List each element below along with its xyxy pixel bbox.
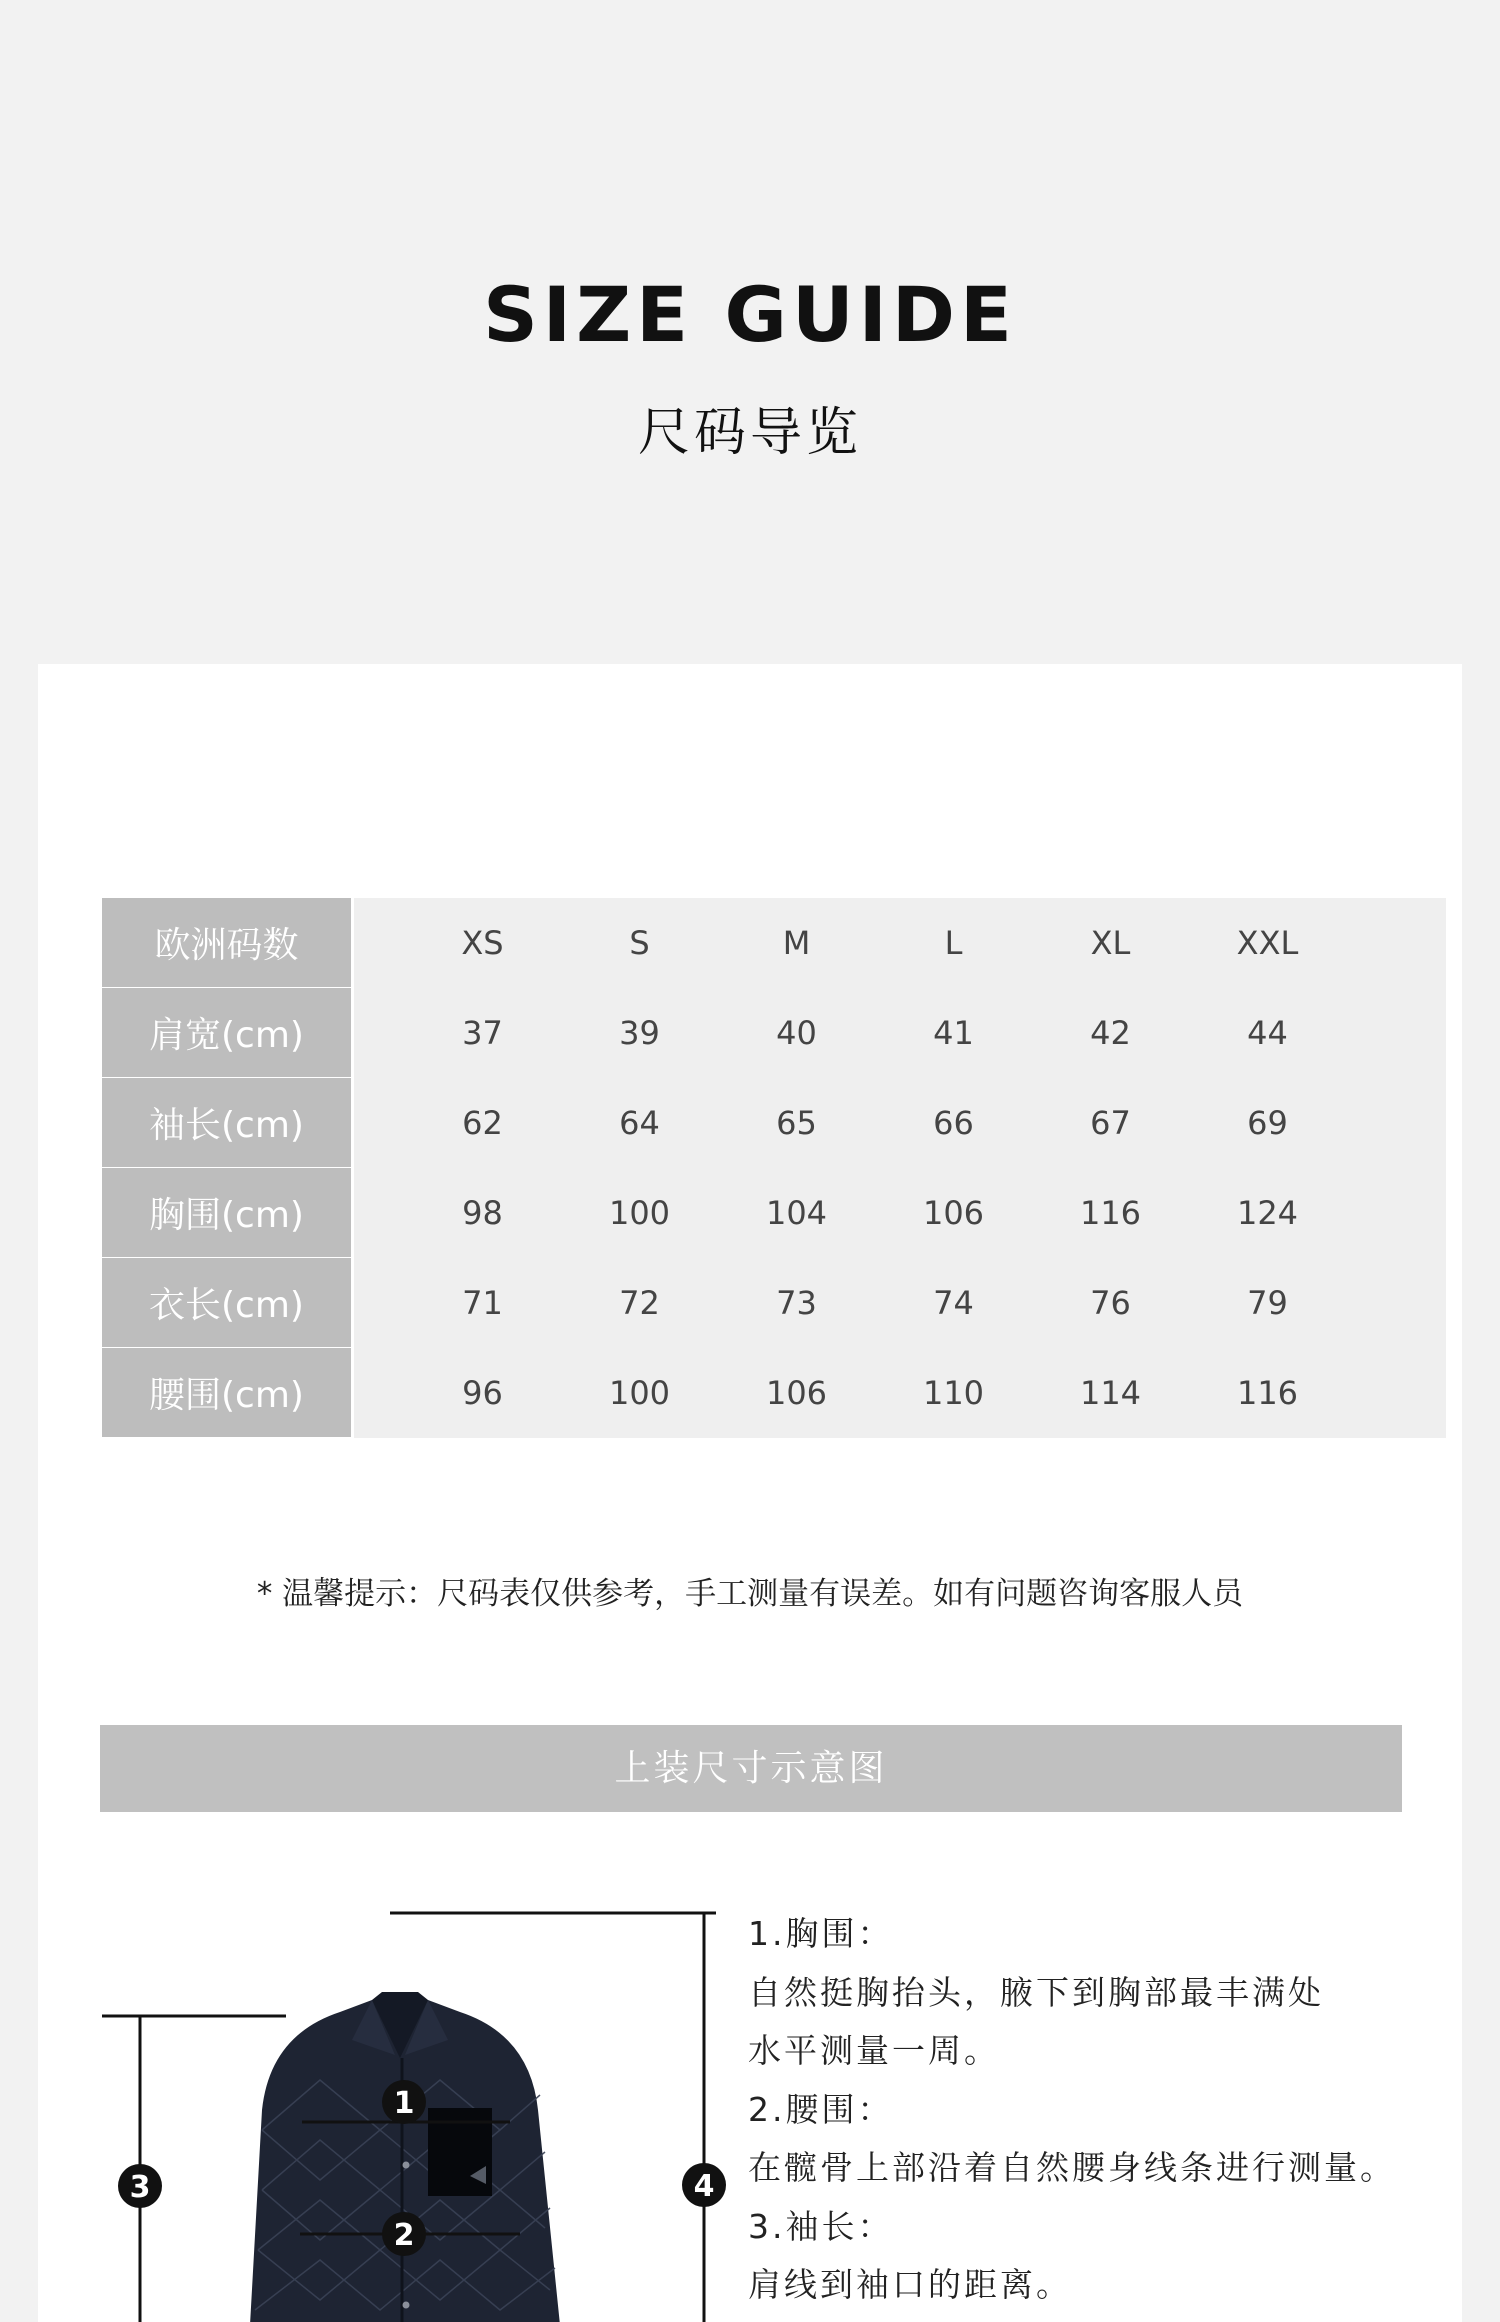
table-row <box>102 1258 1446 1348</box>
table-cell: 69 <box>1189 1078 1346 1168</box>
chest-heading: 1.胸围： <box>748 1914 894 1953</box>
table-cell: 110 <box>875 1348 1032 1438</box>
table-row <box>102 898 1446 988</box>
table-cell: 44 <box>1189 988 1346 1078</box>
table-cell: 106 <box>718 1348 875 1438</box>
marker-4-label: 4 <box>693 2169 715 2204</box>
chest-description-line-1: 自然挺胸抬头，腋下到胸部最丰满处 <box>748 1972 1324 2012</box>
table-cell: 73 <box>718 1258 875 1348</box>
table-row <box>102 988 1446 1078</box>
table-cell: XL <box>1032 898 1189 988</box>
table-cell: 37 <box>404 988 561 1078</box>
table-cell: 40 <box>718 988 875 1078</box>
table-cell: M <box>718 898 875 988</box>
marker-2 <box>382 2212 426 2256</box>
table-cell: 124 <box>1189 1168 1346 1258</box>
table-cell: 66 <box>875 1078 1032 1168</box>
row-header: 衣长(cm) <box>102 1258 353 1348</box>
waist-description: 在髋骨上部沿着自然腰身线条进行测量。 <box>748 2148 1396 2187</box>
waist-heading: 2.腰围： <box>748 2089 894 2129</box>
table-cell: 42 <box>1032 988 1189 1078</box>
marker-2-label: 2 <box>393 2218 415 2253</box>
table-cell: 72 <box>561 1258 718 1348</box>
measurement-instructions <box>748 1905 1396 2315</box>
table-cell: 106 <box>875 1168 1032 1258</box>
table-cell: 76 <box>1032 1258 1189 1348</box>
table-cell: 62 <box>404 1078 561 1168</box>
table-cell: 114 <box>1032 1348 1189 1438</box>
diagram-section-title: 上装尺寸示意图 <box>100 1725 1402 1812</box>
page-title: SIZE GUIDE <box>483 270 1017 359</box>
row-header: 胸围(cm) <box>102 1168 353 1258</box>
table-cell: L <box>875 898 1032 988</box>
jacket-illustration <box>250 1992 560 2322</box>
row-header: 肩宽(cm) <box>102 988 353 1078</box>
size-table <box>102 898 1446 1438</box>
table-cell: 74 <box>875 1258 1032 1348</box>
row-header: 欧洲码数 <box>102 898 353 988</box>
chest-description-line-2: 水平测量一周。 <box>748 2031 1000 2070</box>
table-cell: 116 <box>1189 1348 1346 1438</box>
table-cell: 100 <box>561 1168 718 1258</box>
table-cell: 116 <box>1032 1168 1189 1258</box>
row-header: 腰围(cm) <box>102 1348 353 1438</box>
page-subtitle: 尺码导览 <box>637 403 862 463</box>
table-cell: XS <box>404 898 561 988</box>
table-cell: XXL <box>1189 898 1346 988</box>
table-cell: 79 <box>1189 1258 1346 1348</box>
table-cell: 67 <box>1032 1078 1189 1168</box>
row-header: 袖长(cm) <box>102 1078 353 1168</box>
table-cell: 64 <box>561 1078 718 1168</box>
table-row <box>102 1078 1446 1168</box>
sleeve-description: 肩线到袖口的距离。 <box>748 2265 1072 2304</box>
table-cell: 98 <box>404 1168 561 1258</box>
table-row <box>102 1168 1446 1258</box>
table-cell: 39 <box>561 988 718 1078</box>
sleeve-heading: 3.袖长： <box>748 2206 894 2246</box>
table-cell: S <box>561 898 718 988</box>
marker-3-label: 3 <box>129 2170 151 2205</box>
size-note: * 温馨提示：尺码表仅供参考，手工测量有误差。如有问题咨询客服人员 <box>256 1576 1244 1612</box>
table-cell: 71 <box>404 1258 561 1348</box>
table-cell: 41 <box>875 988 1032 1078</box>
marker-4 <box>682 2163 726 2207</box>
table-cell: 100 <box>561 1348 718 1438</box>
table-cell: 96 <box>404 1348 561 1438</box>
marker-1 <box>382 2080 426 2124</box>
marker-3 <box>118 2164 162 2208</box>
marker-1-label: 1 <box>393 2086 415 2121</box>
table-cell: 65 <box>718 1078 875 1168</box>
table-cell: 104 <box>718 1168 875 1258</box>
table-row <box>102 1348 1446 1438</box>
